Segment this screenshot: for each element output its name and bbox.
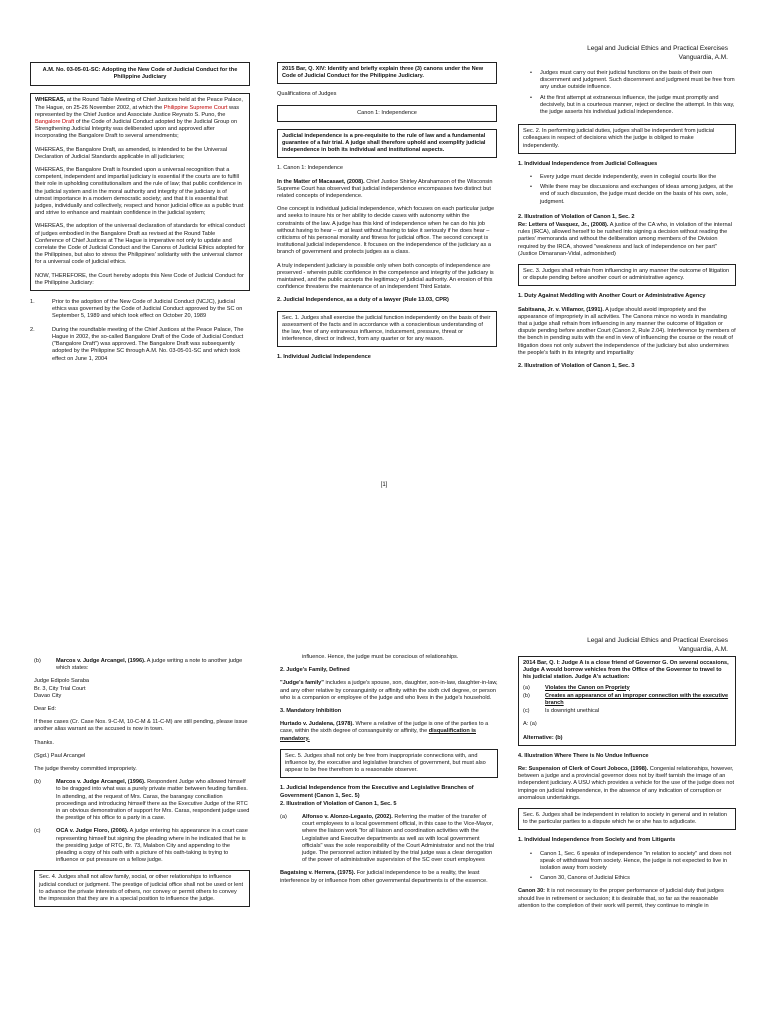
- answer: A: (a): [523, 721, 537, 728]
- page1-column-2: [277, 62, 497, 368]
- bullet-item: • Every judge must decide independently, even in collegial courts like the: [530, 174, 717, 181]
- independence-box: Judicial independence is a pre-requisite to the rule of law and a fundamental guarantee of a fair trial. A judge shall therefore uphold and exemplify judicial independence in both its individual and institutional aspects.: [277, 129, 497, 159]
- running-header: [587, 44, 728, 62]
- numbered-heading: 1. Individual Independence from Society and from Litigants: [518, 837, 676, 844]
- case-bagatsing: Bagatsing v. Herrera, (1975). For judicial independence to be a reality, the least interference by or influence from other governmental departments is of the essence.: [280, 870, 488, 884]
- letter-thanks: Thanks.: [34, 739, 54, 746]
- page-number: [1]: [380, 482, 388, 488]
- section-2-box: Sec. 2. In performing judicial duties, judges shall be independent from judicial colleagues in respect of decisions which the judge is obliged to make independently.: [518, 124, 736, 154]
- list-item: 2. During the roundtable meeting of the Chief Justices at the Peace Palace, The Hague in 2002, the so-called Bangalore Draft of the Code of Judicial Conduct ("Bangalore Draft") was approved. The Bangalore Draft was subsequently adopted by the Philippine SC through A.M. No. 03-05-01-SC and which took effect on June 1, 2004: [30, 326, 244, 362]
- list-item: (a) Alfonso v. Alonzo-Legasto, (2002). Referring the matter of the transfer of court employees to a local government official, in this case to the Vice-Mayor, where the liaison work "for all liaison and coordination activities with the Legislative and Executive departments as well as with local government officials" was the sole responsibility of the Court Administrator and not the trial judge. The personnel action initiated by the trial judge was a clear derogation of the power of administrative supervision of the SC over court employees: [280, 814, 495, 864]
- case-vasquez: Re: Letters of Vasquez, Jr., (2008). A justice of the CA who, in violation of the internal rules (IRCA), allowed herself to be rushed into signing a decision without reading the parties' memoranda and without the deliberation among members of the Division required by the IRCA, showed "weakness and lack of independence on her part" (Justice Dimaranan-Vidal, admonished): [518, 222, 732, 257]
- numbered-heading: 4. Illustration Where There is No Undue Influence: [518, 752, 649, 759]
- header-author: Vanguardia, A.M.: [678, 54, 728, 61]
- canon-title-box: Canon 1: Independence: [277, 105, 497, 122]
- am-title: A.M. No. 03-05-01-SC: Adopting the New Code of Judicial Conduct for the Philippine Judiciary: [42, 67, 238, 81]
- paragraph: The judge thereby committed impropriety.: [34, 766, 137, 773]
- case-hurtado: Hurtado v. Judalena, (1978). Where a relative of the judge is one of the parties to a case, within the sixth degree of consanguinity or affinity, the disqualification is mandatory.: [280, 721, 489, 742]
- whereas-1: WHEREAS, at the Round Table Meeting of Chief Justices held at the Peace Palace, The Hague, on 25-26 November 2002, at which the Philippine Supreme Court was represented by the Chief Justice and Associate Justice Reynato S. Puno, the Bangalore Draft of the Code of Judicial Conduct adopted by the Judicial Group on Strengthening Judicial Integrity was deliberated upon and approved after incorporating the Bangalore Draft to several amendments;: [35, 97, 243, 140]
- letter-address: Judge Edipolo Saraba Br. 3, City Trial Court Davao City: [34, 678, 90, 699]
- numbered-heading: 2. Judge's Family, Defined: [280, 667, 350, 674]
- bullet-item: • While there may be discussions and exchanges of ideas among judges, at the end of such discussion, the judge must decide on the basis of his own, sole, judgment.: [530, 184, 734, 205]
- case-sabitsana: Sabitsana, Jr. v. Villamor, (1991). A judge should avoid impropriety and the appearance of impropriety in all activities. The Canons mince no words in mandating that a judge shall refrain from influencing in any manner the outcome of litigation or dispute pending before another Court (Canon 2, Rule 2.04). Interference by members of the bench in pending suits with the end in view of influencing the course or the result of litigation does not only subvert the independence of the judiciary but also undermines the people's faith in its integrity and impartiality: [518, 306, 736, 356]
- letter-body: If these cases (Cr. Case Nos. 9-C-M, 10-C-M & 11-C-M) are still pending, please issue another alias warrant as the accused is now in town.: [34, 719, 248, 733]
- page2-column-1: [34, 658, 250, 914]
- numbered-heading: 1. Judicial Independence from the Executive and Legislative Branches of Government (Canon 1, Sec. 5): [280, 785, 474, 799]
- bullet-item: • At the first attempt at extraneous influence, the judge must promptly and decisively, but in a courteous manner, reject or decline the attempt. In this way, the judge asserts his individual judicial independence.: [530, 94, 735, 116]
- section-3-box: Sec. 3. Judges shall refrain from influencing in any manner the outcome of litigation or dispute pending before another court or administrative agency.: [518, 264, 736, 286]
- case-macasaet: In the Matter of Macasaet, (2008). Chief Justice Shirley Abrahamson of the Wisconsin Supreme Court has observed that judicial independence encompasses two distinct but related concepts of independence.: [277, 178, 493, 200]
- bar-question-box: 2015 Bar, Q. XIV: Identify and briefly explain three (3) canons under the New Code of Judicial Conduct for the Philippine Judiciary.: [277, 62, 497, 84]
- page1-column-3: [518, 70, 736, 376]
- paragraph: influence. Hence, the judge must be conscious of relationships.: [302, 654, 459, 660]
- section-6-box: Sec. 6. Judges shall be independent in relation to society in general and in relation to the particular parties to a dispute which he or she has to adjudicate.: [518, 808, 736, 830]
- answer-option: (c) Is downright unethical: [523, 708, 600, 715]
- am-title-box: [30, 62, 250, 86]
- alternative-answer: Alternative: (b): [523, 734, 563, 741]
- bullet-item: • Canon 1, Sec. 6 speaks of independence "in relation to society" and does not speak of withdrawal from society. Hence, the judge is not expected to live in isolation away from society: [530, 850, 732, 872]
- list-item: (c) OCA v. Judge Floro, (2006). A judge entering his appearance in a court case representing himself but signing the pleading where in he indicated that he is the presiding judge of RTC, Br. 73, Malabon City and appending to the pleading a copy of his oath with a picture of his oath-taking is trying to influence or put pressure on a fellow judge.: [34, 828, 248, 864]
- page2-column-3: [518, 656, 736, 916]
- numbered-heading: 1. Individual Judicial Independence: [277, 354, 371, 361]
- paragraph: A truly independent judiciary is possible only when both concepts of independence are preserved - wherein public confidence in the competence and integrity of the judiciary is maintained, and the public accepts the legitimacy of judicial authority. An erosion of this confidence threatens the maintenance of an independent Third Estate.: [277, 262, 494, 291]
- numbered-heading: 3. Mandatory Inhibition: [280, 708, 342, 715]
- section-1-box: Sec. 1. Judges shall exercise the judicial function independently on the basis of their assessment of the facts and in accordance with a conscientious understanding of the law, free of any extraneous influence, inducement, pressure, threat or interference, direct or indirect, from any quarter or for any reason.: [277, 311, 497, 348]
- numbered-heading: 2. Illustration of Violation of Canon 1, Sec. 3: [518, 363, 635, 370]
- list-item: (b) Marcos v. Judge Arcangel, (1996). A judge writing a note to another judge which states:: [34, 658, 243, 672]
- bullet-item: • Canon 30, Canons of Judicial Ethics: [530, 875, 630, 882]
- letter-signature: (Sgd.) Paul Arcangel: [34, 752, 86, 759]
- canon-30: Canon 30: It is not necessary to the proper performance of judicial duty that judges should live in retirement or seclusion; it is desirable that, so far as the reasonable attention to the completion of their work will permit, they continue to mingle in: [518, 888, 724, 909]
- letter-salutation: Dear Ed:: [34, 706, 57, 713]
- case-joboco: Re: Suspension of Clerk of Court Joboco, (1998). Congenial relationships, however, between a judge and a provincial governor does not by itself tarnish the image of an independent judiciary. A USU which provides a vehicle for the use of the judge does not impinge on judicial independence, in the absence of any indication of corruption or anomalous undertakings.: [518, 766, 735, 801]
- paragraph: One concept is individual judicial independence, which focuses on each particular judge and seeks to insure his or her ability to decide cases with autonomy within the constraints of the law. A judge has this kind of independence when he can do his job without having to hear – or at least without having to take it seriously if he does hear – criticisms of his personal morality and fitness for judicial office. The second concept is institutional judicial independence. It focuses on the independence of the judiciary as a branch of government and protects judges as a class.: [277, 206, 495, 256]
- header-title: Legal and Judicial Ethics and Practical Exercises: [587, 45, 728, 52]
- judges-family-definition: "Judge's family" includes a judge's spouse, son, daughter, son-in-law, daughter-in-law, and any other relative by consanguinity or affinity within the sixth civil degree, or person who is a companion or employee of the judge and who lives in the judge's household.: [280, 680, 498, 701]
- answer-option: (a) Violates the Canon on Propriety: [523, 684, 630, 691]
- list-item: 1. Prior to the adoption of the New Code of Judicial Conduct (NCJC), judicial ethics was governed by the Code of Judicial Conduct approved by the SC on September 5, 1989 and which took effect on October 20, 1989: [30, 299, 243, 320]
- answer-option: (b) Creates an appearance of an improper connection with the executive branch: [523, 692, 729, 707]
- bar-question-box: 2014 Bar, Q. I: Judge A is a close friend of Governor G. On several occasions, Judge A would borrow vehicles from the Office of the Governor to travel to his judicial station. Judge A's actuation: (a) Violates the Canon on Propriety (b) Creates an appearance of an improper connection with the executive branch (c) Is downright unethical A: (a) Alternative: (b): [518, 656, 736, 746]
- page1-column-1: [30, 62, 250, 369]
- section-4-box: Sec. 4. Judges shall not allow family, social, or other relationships to influence judicial conduct or judgment. The prestige of judicial office shall not be used or lent to advance the private interests of others, nor convey or permit others to convey the impression that they are in a special position to influence the judge.: [34, 870, 250, 907]
- whereas-2: WHEREAS, the Bangalore Draft, as amended, is intended to be the Universal Declaration of Judicial Standards applicable in all judiciaries;: [35, 146, 228, 160]
- running-header: [587, 636, 728, 654]
- numbered-heading: 1. Duty Against Meddling with Another Court or Administrative Agency: [518, 293, 706, 300]
- bullet-item: • Judges must carry out their judicial functions on the basis of their own discernment and judgment. Such discernment and judgment must be free from any undue outside influence.: [530, 70, 735, 91]
- whereas-3: WHEREAS, the Bangalore Draft is founded upon a universal recognition that a competent, independent and impartial judiciary is essential if the courts are to fulfill their role in upholding constitutionalism and the rule of law; that public confidence in the judicial system and in the moral authority and integrity of the judiciary is of utmost importance in a modern democratic society; and that it is essential that judges, individually and collectively, respect and honor judicial office as a public trust and strive to enhance and maintain confidence in the judicial system;: [35, 167, 244, 217]
- header-title: Legal and Judicial Ethics and Practical Exercises: [587, 637, 728, 644]
- list-item: (b) Marcos v. Judge Arcangel, (1996). Respondent Judge who allowed himself to be dragged into what was a purely private matter between feuding families. In attending, at the request of Mrs. Caras, the barangay conciliation proceedings and introducing himself there as the Executive Judge of the RTC in an obvious demonstration of support for Mrs. Caras, respondent judge used the prestige of his office to a party in a case.: [34, 779, 250, 822]
- numbered-heading: 1. Individual Independence from Judicial Colleagues: [518, 160, 658, 167]
- section-heading: Qualifications of Judges: [277, 91, 337, 98]
- whereas-4: WHEREAS, the adoption of the universal declaration of standards for ethical conduct of judges embodied in the Bangalore Draft as revised at the Round Table Conference of Chief Justices at The Hague is imperative not only to update and correlate the Code of Judicial Conduct and the Canons of Judicial Ethics adopted for the Philippines, but also to stress the Philippines' solidarity with the universal clamor for a universal code of judicial ethics.: [35, 223, 245, 266]
- page-2: [0, 512, 768, 1024]
- header-author: Vanguardia, A.M.: [678, 646, 728, 653]
- numbered-heading: 1. Canon 1: Independence: [277, 165, 343, 172]
- now-therefore: NOW, THEREFORE, the Court hereby adopts this New Code of Judicial Conduct for the Philippine Judiciary:: [35, 272, 244, 286]
- numbered-heading: 2. Illustration of Violation of Canon 1, Sec. 5: [280, 800, 397, 807]
- section-5-box: Sec. 5. Judges shall not only be free from inappropriate connections with, and influence by, the executive and legislative branches of government, but must also appear to be free therefrom to a reasonable observer.: [280, 749, 498, 779]
- whereas-box: [30, 93, 250, 291]
- numbered-heading: 2. Illustration of Violation of Canon 1, Sec. 2: [518, 213, 635, 220]
- numbered-heading: 2. Judicial Independence, as a duty of a lawyer (Rule 13.03, CPR): [277, 297, 449, 304]
- page2-column-2: [280, 654, 498, 891]
